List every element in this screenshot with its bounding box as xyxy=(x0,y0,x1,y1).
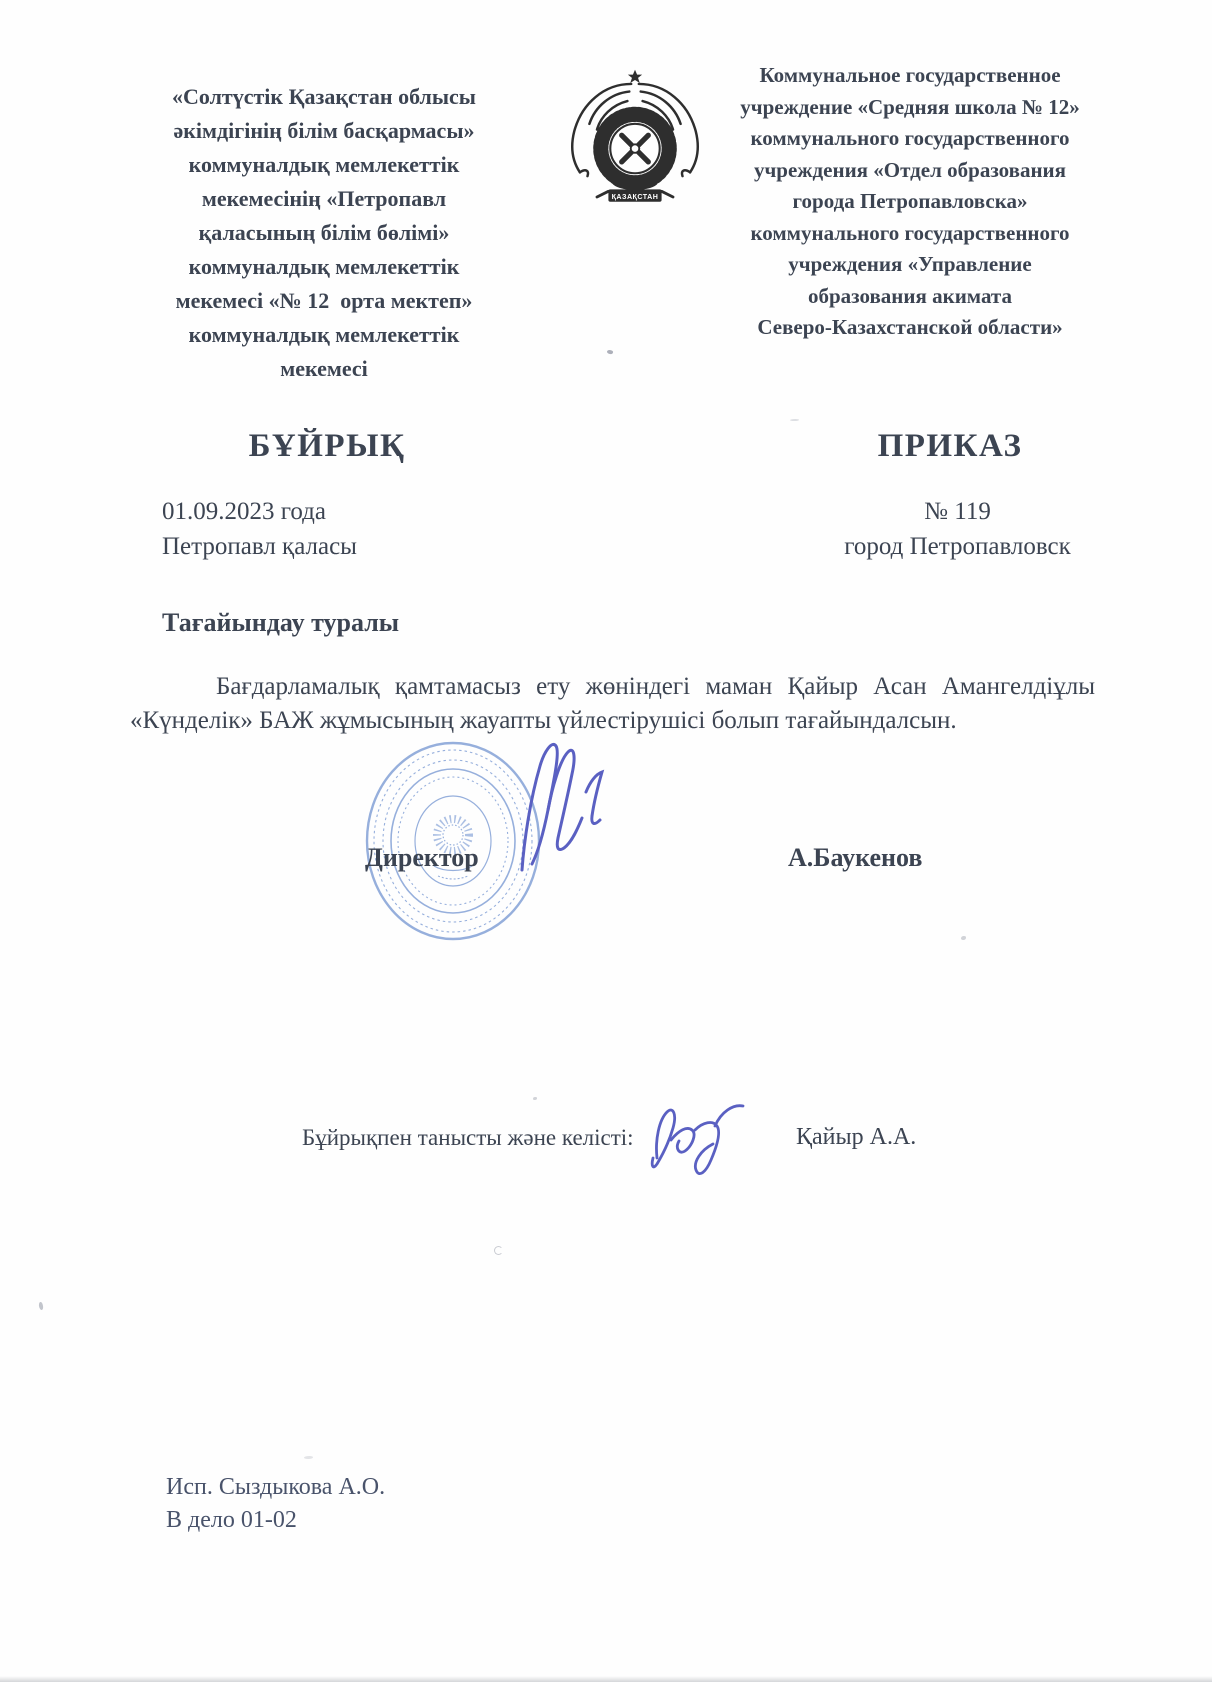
scan-speck xyxy=(533,1097,537,1100)
kazakhstan-coat-of-arms-icon xyxy=(559,64,711,216)
order-title-russian: ПРИКАЗ xyxy=(877,428,1023,464)
order-body-paragraph: Бағдарламалық қамтамасыз ету жөніндегі маман Қайыр Асан Амангелдіұлы «Күнделік» БАЖ жұмысының жауапты үйлестірушісі болып тағайындалсын. xyxy=(130,673,1095,734)
scan-speck xyxy=(38,1302,44,1311)
order-place-kazakh: Петропавл қаласы xyxy=(162,533,357,560)
acknowledgement-label: Бұйрықпен танысты және келісті: xyxy=(302,1125,634,1150)
scan-speck xyxy=(304,1456,313,1459)
issuer-name-kazakh: «Солтүстік Қазақстан облысы әкімдігінің білім басқармасы» коммуналдық мемлекеттік мекемесінің «Петропавл қаласының білім бөлімі» коммуналдық мемлекеттік мекемесі «№ 12 орта мектеп» коммуналдық мемлекеттік мекемесі xyxy=(171,84,476,381)
acknowledgement-name: Қайыр А.А. xyxy=(796,1124,917,1150)
order-number: № 119 xyxy=(924,498,991,525)
order-title-kazakh: БҰЙРЫҚ xyxy=(248,428,406,464)
file-note: В дело 01-02 xyxy=(166,1507,297,1533)
scan-edge-shadow xyxy=(0,1676,1212,1682)
director-name: А.Баукенов xyxy=(788,843,923,872)
star-icon xyxy=(628,70,642,83)
acknowledgement-signature-ink xyxy=(645,1096,757,1176)
issuer-name-russian: Коммунальное государственное учреждение «Средняя школа № 12» коммунального государственного учреждения «Отдел образования города Петропавловска» коммунального государственного учреждения «Управление образования акимата Северо-Казахстанской области» xyxy=(740,63,1080,339)
scan-speck xyxy=(494,1246,503,1255)
scan-speck xyxy=(607,349,614,355)
director-label: Директор xyxy=(365,843,479,872)
number-place-block xyxy=(805,494,1110,564)
order-date: 01.09.2023 года xyxy=(162,498,326,525)
order-subject: Тағайындау туралы xyxy=(162,608,400,637)
scan-speck xyxy=(961,936,966,940)
order-place-russian: город Петропавловск xyxy=(844,533,1071,560)
director-signature-ink xyxy=(494,722,619,887)
scan-speck xyxy=(790,419,799,421)
executor-note: Исп. Сыздыкова А.О. xyxy=(166,1474,386,1500)
date-place-block xyxy=(162,494,357,564)
emblem-banner-label: ҚАЗАҚСТАН xyxy=(611,192,659,201)
